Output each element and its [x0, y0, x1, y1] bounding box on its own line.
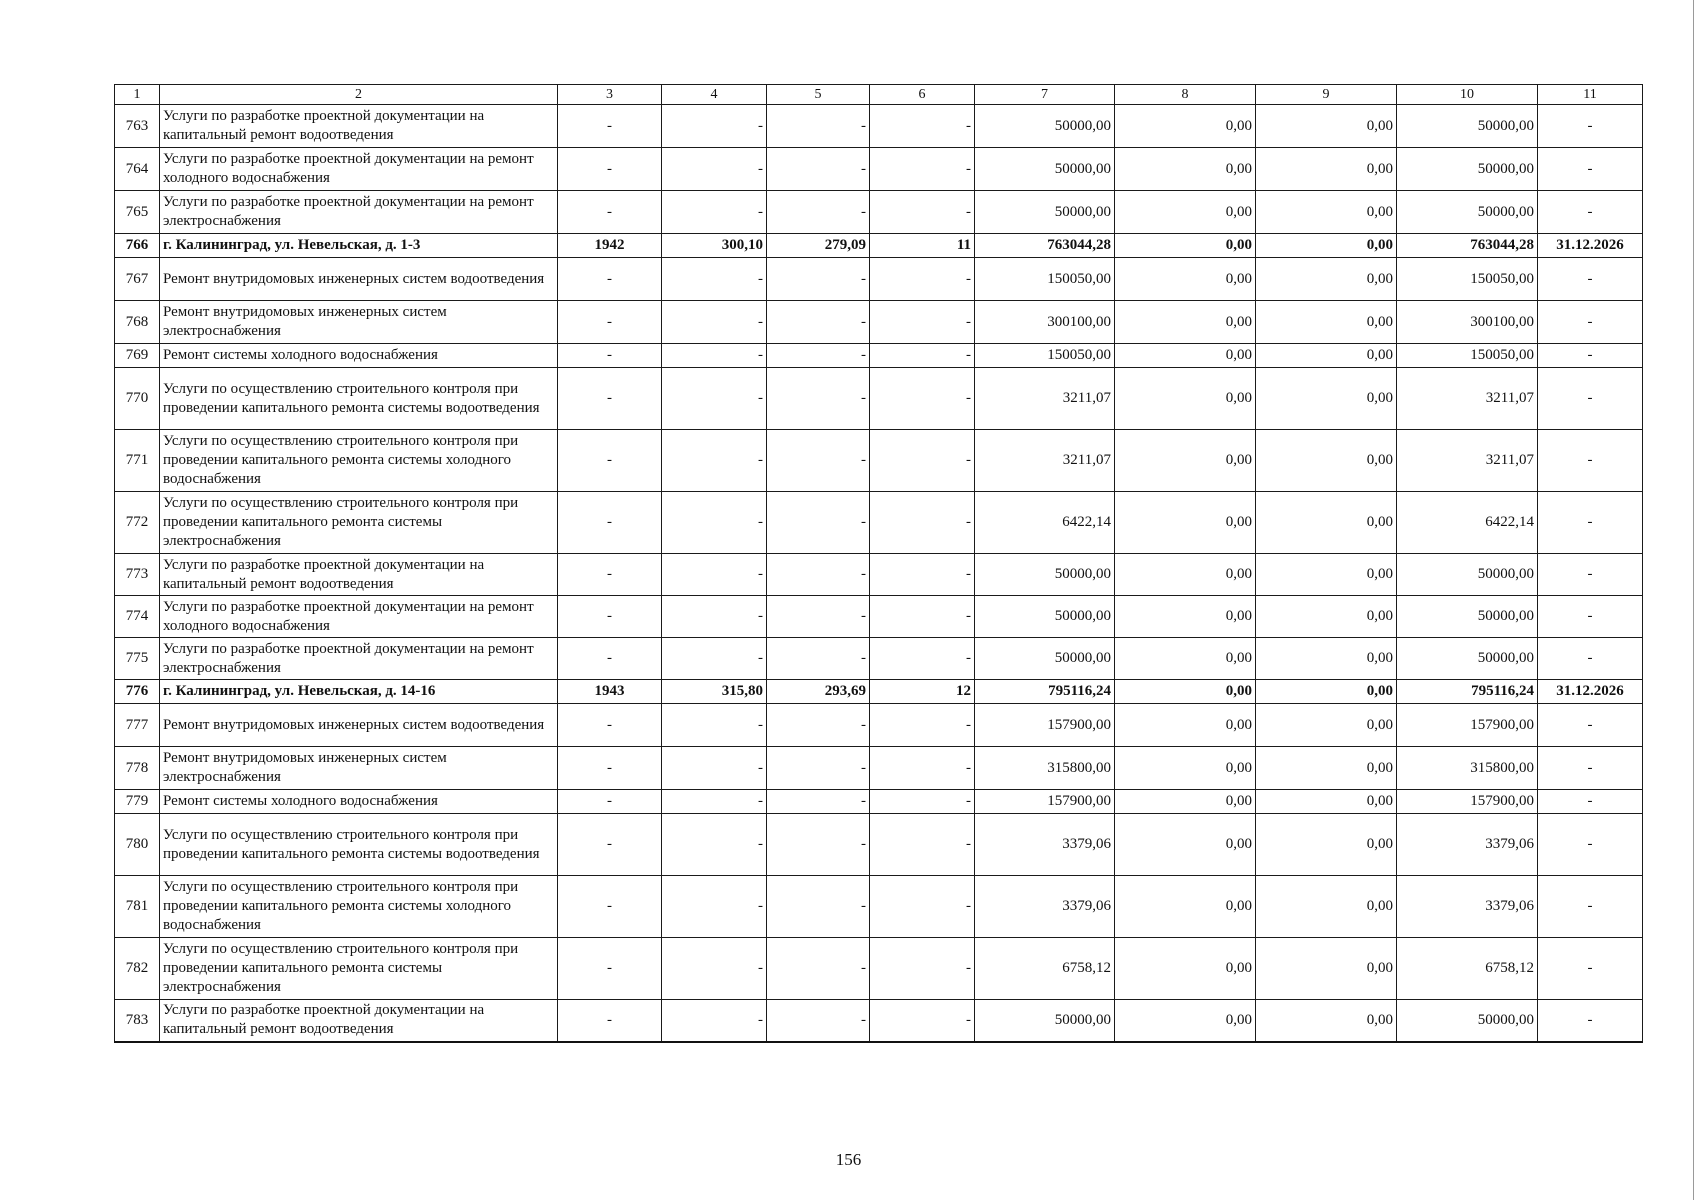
cell-col-5: -: [767, 938, 870, 1000]
cell-col-8: 0,00: [1115, 492, 1256, 554]
cell-col-5: -: [767, 191, 870, 234]
cell-col-8: 0,00: [1115, 938, 1256, 1000]
cell-col-4: -: [662, 704, 767, 747]
cell-col-3: -: [558, 301, 662, 344]
cell-col-10: 50000,00: [1397, 1000, 1538, 1042]
cell-col-8: 0,00: [1115, 814, 1256, 876]
cell-col-9: 0,00: [1256, 938, 1397, 1000]
cell-col-6: -: [870, 430, 975, 492]
cell-col-11: -: [1538, 148, 1643, 191]
cell-col-4: -: [662, 430, 767, 492]
cell-col-10: 150050,00: [1397, 344, 1538, 368]
cell-col-7: 150050,00: [975, 344, 1115, 368]
cell-col-7: 6422,14: [975, 492, 1115, 554]
cell-col-4: -: [662, 301, 767, 344]
cell-col-10: 157900,00: [1397, 704, 1538, 747]
cell-col-9: 0,00: [1256, 704, 1397, 747]
cell-col-10: 157900,00: [1397, 790, 1538, 814]
cell-col-10: 6758,12: [1397, 938, 1538, 1000]
work-description: Услуги по разработке проектной документации на капитальный ремонт водоотведения: [160, 554, 558, 596]
cell-col-8: 0,00: [1115, 368, 1256, 430]
work-description: Ремонт внутридомовых инженерных систем водоотведения: [160, 258, 558, 301]
cell-col-7: 157900,00: [975, 704, 1115, 747]
work-description: Ремонт системы холодного водоснабжения: [160, 344, 558, 368]
table-row: [115, 191, 1643, 234]
cell-col-11: -: [1538, 301, 1643, 344]
cell-col-4: 300,10: [662, 234, 767, 258]
table-row: [115, 105, 1643, 148]
cell-col-10: 50000,00: [1397, 638, 1538, 680]
column-number: 11: [1538, 85, 1643, 105]
cell-col-5: -: [767, 638, 870, 680]
cell-col-4: -: [662, 492, 767, 554]
row-number: 766: [115, 234, 160, 258]
cell-col-9: 0,00: [1256, 492, 1397, 554]
cell-col-9: 0,00: [1256, 430, 1397, 492]
cell-col-6: 12: [870, 680, 975, 704]
cell-col-9: 0,00: [1256, 1000, 1397, 1042]
cell-col-7: 3211,07: [975, 430, 1115, 492]
cell-col-5: -: [767, 301, 870, 344]
cell-col-6: -: [870, 492, 975, 554]
cell-col-3: -: [558, 876, 662, 938]
cell-col-6: -: [870, 790, 975, 814]
work-description: Ремонт внутридомовых инженерных систем водоотведения: [160, 704, 558, 747]
table-row: [115, 492, 1643, 554]
cell-col-4: -: [662, 1000, 767, 1042]
cell-col-7: 50000,00: [975, 596, 1115, 638]
cell-col-8: 0,00: [1115, 596, 1256, 638]
column-number: 7: [975, 85, 1115, 105]
cell-col-3: -: [558, 105, 662, 148]
cell-col-11: -: [1538, 258, 1643, 301]
cell-col-5: -: [767, 105, 870, 148]
row-number: 767: [115, 258, 160, 301]
scan-edge-line: [1693, 0, 1694, 1200]
cell-col-11: -: [1538, 344, 1643, 368]
cell-col-10: 6422,14: [1397, 492, 1538, 554]
cell-col-3: -: [558, 638, 662, 680]
address-row: [115, 234, 1643, 258]
table-row: [115, 876, 1643, 938]
cell-col-4: -: [662, 368, 767, 430]
cell-col-7: 315800,00: [975, 747, 1115, 790]
cell-col-11: -: [1538, 790, 1643, 814]
cell-col-3: -: [558, 191, 662, 234]
work-description: Услуги по разработке проектной документации на ремонт холодного водоснабжения: [160, 148, 558, 191]
cell-col-6: -: [870, 105, 975, 148]
row-number: 779: [115, 790, 160, 814]
column-number: 5: [767, 85, 870, 105]
row-number: 763: [115, 105, 160, 148]
table-row: [115, 344, 1643, 368]
work-description: Услуги по разработке проектной документации на ремонт электроснабжения: [160, 638, 558, 680]
cell-col-9: 0,00: [1256, 301, 1397, 344]
work-description: Услуги по разработке проектной документации на капитальный ремонт водоотведения: [160, 105, 558, 148]
work-description: Услуги по разработке проектной документации на капитальный ремонт водоотведения: [160, 1000, 558, 1042]
table-row: [115, 814, 1643, 876]
cell-col-4: -: [662, 814, 767, 876]
table-row: [115, 638, 1643, 680]
cell-col-5: -: [767, 368, 870, 430]
cell-col-3: -: [558, 596, 662, 638]
cell-col-7: 150050,00: [975, 258, 1115, 301]
cell-col-9: 0,00: [1256, 680, 1397, 704]
work-description: Услуги по разработке проектной документации на ремонт холодного водоснабжения: [160, 596, 558, 638]
cell-col-6: -: [870, 1000, 975, 1042]
cell-col-10: 315800,00: [1397, 747, 1538, 790]
cell-col-9: 0,00: [1256, 258, 1397, 301]
cell-col-6: -: [870, 191, 975, 234]
cell-col-6: -: [870, 368, 975, 430]
cell-col-6: -: [870, 258, 975, 301]
cell-col-10: 50000,00: [1397, 148, 1538, 191]
cell-col-7: 50000,00: [975, 148, 1115, 191]
cell-col-6: -: [870, 876, 975, 938]
cell-col-5: -: [767, 430, 870, 492]
cell-col-11: -: [1538, 638, 1643, 680]
cell-col-10: 795116,24: [1397, 680, 1538, 704]
column-number: 4: [662, 85, 767, 105]
cell-col-8: 0,00: [1115, 554, 1256, 596]
cell-col-7: 6758,12: [975, 938, 1115, 1000]
row-number: 780: [115, 814, 160, 876]
work-description: Услуги по осуществлению строительного контроля при проведении капитального ремонта системы водоотведения: [160, 368, 558, 430]
row-number: 765: [115, 191, 160, 234]
cell-col-5: -: [767, 1000, 870, 1042]
cell-col-10: 50000,00: [1397, 105, 1538, 148]
cell-col-9: 0,00: [1256, 554, 1397, 596]
cell-col-6: -: [870, 148, 975, 191]
cell-col-5: -: [767, 876, 870, 938]
cell-col-4: -: [662, 876, 767, 938]
cell-col-5: -: [767, 344, 870, 368]
cell-col-4: -: [662, 148, 767, 191]
cell-col-7: 300100,00: [975, 301, 1115, 344]
cell-col-10: 50000,00: [1397, 191, 1538, 234]
cell-col-4: -: [662, 191, 767, 234]
table-row: [115, 596, 1643, 638]
cell-col-6: -: [870, 554, 975, 596]
row-number: 764: [115, 148, 160, 191]
cell-col-3: -: [558, 430, 662, 492]
cell-col-11: 31.12.2026: [1538, 234, 1643, 258]
table-row: [115, 1000, 1643, 1042]
cell-col-8: 0,00: [1115, 876, 1256, 938]
work-description: Услуги по осуществлению строительного контроля при проведении капитального ремонта системы холодного водоснабжения: [160, 876, 558, 938]
row-number: 775: [115, 638, 160, 680]
cell-col-4: -: [662, 344, 767, 368]
cell-col-10: 50000,00: [1397, 554, 1538, 596]
cell-col-11: -: [1538, 704, 1643, 747]
row-number: 774: [115, 596, 160, 638]
work-description: Ремонт внутридомовых инженерных систем электроснабжения: [160, 747, 558, 790]
column-number: 9: [1256, 85, 1397, 105]
row-number: 771: [115, 430, 160, 492]
cell-col-11: -: [1538, 368, 1643, 430]
cell-col-6: -: [870, 638, 975, 680]
cell-col-9: 0,00: [1256, 148, 1397, 191]
cell-col-8: 0,00: [1115, 191, 1256, 234]
repair-plan-table: [114, 84, 1643, 1043]
table-body: [115, 105, 1643, 1042]
cell-col-4: 315,80: [662, 680, 767, 704]
cell-col-5: -: [767, 704, 870, 747]
cell-col-4: -: [662, 747, 767, 790]
cell-col-11: -: [1538, 430, 1643, 492]
cell-col-11: -: [1538, 876, 1643, 938]
cell-col-11: 31.12.2026: [1538, 680, 1643, 704]
column-number: 6: [870, 85, 975, 105]
cell-col-9: 0,00: [1256, 234, 1397, 258]
table-row: [115, 148, 1643, 191]
cell-col-9: 0,00: [1256, 747, 1397, 790]
cell-col-7: 50000,00: [975, 554, 1115, 596]
table-row: [115, 704, 1643, 747]
cell-col-7: 50000,00: [975, 105, 1115, 148]
work-description: Услуги по осуществлению строительного контроля при проведении капитального ремонта системы водоотведения: [160, 814, 558, 876]
work-description: г. Калининград, ул. Невельская, д. 14-16: [160, 680, 558, 704]
cell-col-4: -: [662, 938, 767, 1000]
cell-col-5: -: [767, 596, 870, 638]
work-description: г. Калининград, ул. Невельская, д. 1-3: [160, 234, 558, 258]
cell-col-10: 150050,00: [1397, 258, 1538, 301]
column-number: 3: [558, 85, 662, 105]
table-row: [115, 301, 1643, 344]
cell-col-5: -: [767, 747, 870, 790]
row-number: 770: [115, 368, 160, 430]
cell-col-3: -: [558, 368, 662, 430]
row-number: 781: [115, 876, 160, 938]
cell-col-9: 0,00: [1256, 876, 1397, 938]
work-description: Ремонт внутридомовых инженерных систем электроснабжения: [160, 301, 558, 344]
cell-col-8: 0,00: [1115, 301, 1256, 344]
cell-col-4: -: [662, 258, 767, 301]
cell-col-8: 0,00: [1115, 344, 1256, 368]
cell-col-10: 3379,06: [1397, 814, 1538, 876]
cell-col-3: -: [558, 790, 662, 814]
work-description: Услуги по осуществлению строительного контроля при проведении капитального ремонта системы электроснабжения: [160, 492, 558, 554]
cell-col-8: 0,00: [1115, 258, 1256, 301]
cell-col-5: -: [767, 258, 870, 301]
cell-col-7: 795116,24: [975, 680, 1115, 704]
cell-col-11: -: [1538, 1000, 1643, 1042]
work-description: Услуги по осуществлению строительного контроля при проведении капитального ремонта системы электроснабжения: [160, 938, 558, 1000]
cell-col-6: -: [870, 344, 975, 368]
cell-col-3: -: [558, 492, 662, 554]
cell-col-11: -: [1538, 492, 1643, 554]
cell-col-3: -: [558, 747, 662, 790]
cell-col-8: 0,00: [1115, 747, 1256, 790]
cell-col-8: 0,00: [1115, 790, 1256, 814]
cell-col-3: 1942: [558, 234, 662, 258]
column-number: 10: [1397, 85, 1538, 105]
cell-col-6: -: [870, 938, 975, 1000]
table-row: [115, 747, 1643, 790]
cell-col-6: -: [870, 814, 975, 876]
cell-col-10: 763044,28: [1397, 234, 1538, 258]
cell-col-9: 0,00: [1256, 638, 1397, 680]
table-row: [115, 554, 1643, 596]
row-number: 782: [115, 938, 160, 1000]
cell-col-11: -: [1538, 596, 1643, 638]
cell-col-4: -: [662, 596, 767, 638]
work-description: Услуги по осуществлению строительного контроля при проведении капитального ремонта системы холодного водоснабжения: [160, 430, 558, 492]
column-number: 8: [1115, 85, 1256, 105]
cell-col-11: -: [1538, 814, 1643, 876]
row-number: 768: [115, 301, 160, 344]
cell-col-5: -: [767, 814, 870, 876]
cell-col-9: 0,00: [1256, 814, 1397, 876]
row-number: 783: [115, 1000, 160, 1042]
table-row: [115, 938, 1643, 1000]
cell-col-9: 0,00: [1256, 596, 1397, 638]
cell-col-3: -: [558, 554, 662, 596]
cell-col-9: 0,00: [1256, 105, 1397, 148]
cell-col-7: 3379,06: [975, 814, 1115, 876]
cell-col-3: -: [558, 704, 662, 747]
cell-col-3: 1943: [558, 680, 662, 704]
work-description: Ремонт системы холодного водоснабжения: [160, 790, 558, 814]
cell-col-9: 0,00: [1256, 344, 1397, 368]
cell-col-6: 11: [870, 234, 975, 258]
cell-col-6: -: [870, 301, 975, 344]
cell-col-8: 0,00: [1115, 234, 1256, 258]
column-number: 1: [115, 85, 160, 105]
cell-col-3: -: [558, 1000, 662, 1042]
cell-col-11: -: [1538, 747, 1643, 790]
work-description: Услуги по разработке проектной документации на ремонт электроснабжения: [160, 191, 558, 234]
cell-col-7: 50000,00: [975, 1000, 1115, 1042]
cell-col-8: 0,00: [1115, 105, 1256, 148]
cell-col-7: 763044,28: [975, 234, 1115, 258]
cell-col-3: -: [558, 258, 662, 301]
cell-col-5: -: [767, 148, 870, 191]
table-row: [115, 368, 1643, 430]
cell-col-3: -: [558, 344, 662, 368]
cell-col-7: 50000,00: [975, 638, 1115, 680]
cell-col-10: 3211,07: [1397, 368, 1538, 430]
cell-col-4: -: [662, 638, 767, 680]
cell-col-3: -: [558, 148, 662, 191]
cell-col-10: 3379,06: [1397, 876, 1538, 938]
cell-col-11: -: [1538, 554, 1643, 596]
cell-col-9: 0,00: [1256, 191, 1397, 234]
cell-col-6: -: [870, 596, 975, 638]
cell-col-7: 157900,00: [975, 790, 1115, 814]
cell-col-8: 0,00: [1115, 1000, 1256, 1042]
column-number: 2: [160, 85, 558, 105]
cell-col-6: -: [870, 747, 975, 790]
column-number-row: [115, 85, 1643, 105]
cell-col-7: 3211,07: [975, 368, 1115, 430]
cell-col-5: -: [767, 554, 870, 596]
cell-col-10: 300100,00: [1397, 301, 1538, 344]
table-row: [115, 430, 1643, 492]
cell-col-6: -: [870, 704, 975, 747]
cell-col-3: -: [558, 814, 662, 876]
cell-col-4: -: [662, 554, 767, 596]
cell-col-11: -: [1538, 938, 1643, 1000]
cell-col-9: 0,00: [1256, 368, 1397, 430]
row-number: 776: [115, 680, 160, 704]
row-number: 773: [115, 554, 160, 596]
cell-col-11: -: [1538, 105, 1643, 148]
cell-col-7: 50000,00: [975, 191, 1115, 234]
table-row: [115, 790, 1643, 814]
cell-col-8: 0,00: [1115, 430, 1256, 492]
cell-col-8: 0,00: [1115, 638, 1256, 680]
cell-col-9: 0,00: [1256, 790, 1397, 814]
table-row: [115, 258, 1643, 301]
row-number: 777: [115, 704, 160, 747]
cell-col-10: 50000,00: [1397, 596, 1538, 638]
cell-col-5: 279,09: [767, 234, 870, 258]
cell-col-11: -: [1538, 191, 1643, 234]
cell-col-5: 293,69: [767, 680, 870, 704]
cell-col-3: -: [558, 938, 662, 1000]
row-number: 778: [115, 747, 160, 790]
cell-col-5: -: [767, 492, 870, 554]
cell-col-4: -: [662, 105, 767, 148]
cell-col-10: 3211,07: [1397, 430, 1538, 492]
cell-col-8: 0,00: [1115, 680, 1256, 704]
row-number: 772: [115, 492, 160, 554]
address-row: [115, 680, 1643, 704]
cell-col-4: -: [662, 790, 767, 814]
row-number: 769: [115, 344, 160, 368]
cell-col-5: -: [767, 790, 870, 814]
cell-col-8: 0,00: [1115, 148, 1256, 191]
cell-col-8: 0,00: [1115, 704, 1256, 747]
page-number: 156: [835, 1150, 862, 1169]
cell-col-7: 3379,06: [975, 876, 1115, 938]
